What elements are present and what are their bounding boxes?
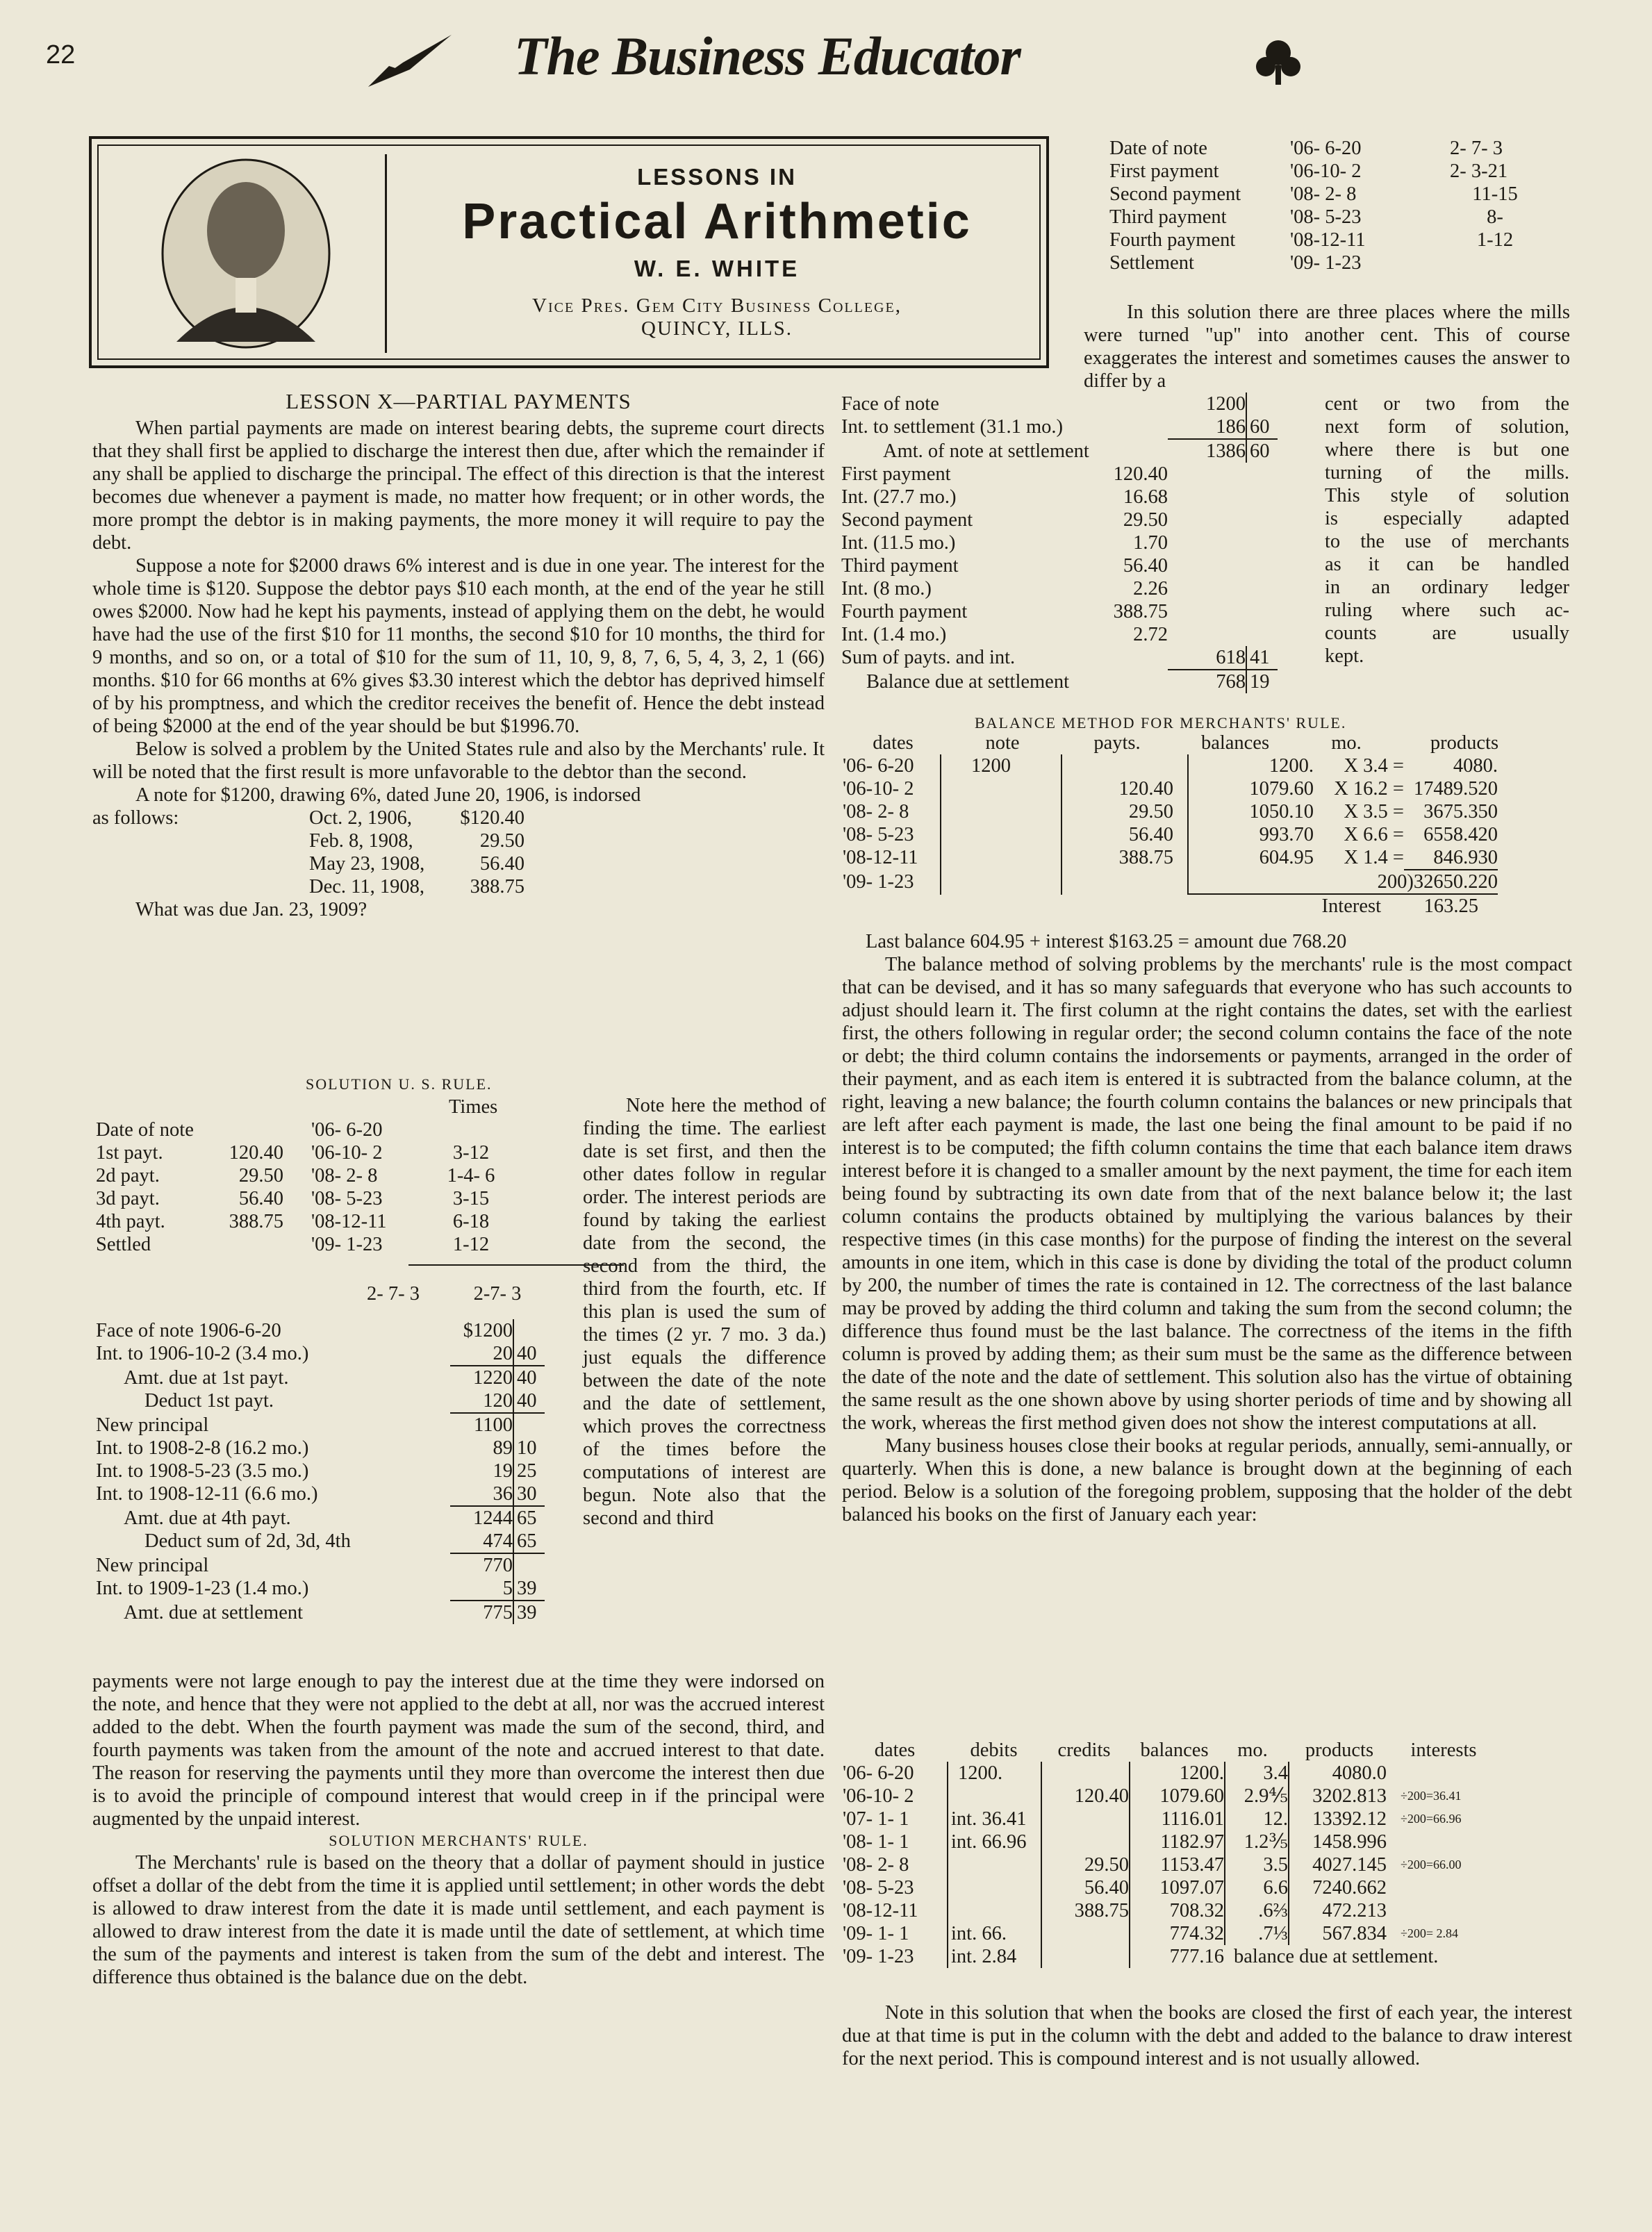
ledger-debit [948, 1785, 1042, 1808]
us-row-date: '08- 2- 8 [311, 1165, 378, 1187]
us-row-label: 3d payt. [96, 1188, 160, 1209]
ledger-debit [948, 1899, 1042, 1922]
mc-label: Sum of payts. and int. [841, 647, 1016, 668]
ledger-credit [1042, 1922, 1130, 1945]
us-comp-label: Amt. due at settlement [124, 1602, 304, 1623]
bm-payment [1062, 754, 1189, 777]
us-row-label: 2d payt. [96, 1165, 160, 1187]
us-row-date: '06-10- 2 [311, 1142, 383, 1164]
side-note-line: ruling where such ac- [1325, 600, 1569, 621]
mc-label: Fourth payment [841, 601, 968, 622]
ledger-date: '07- 1- 1 [843, 1808, 948, 1830]
ledger-debit: int. 2.84 [948, 1945, 1042, 1968]
us-row-amount [221, 1118, 283, 1141]
dates-date: '06-10- 2 [1290, 160, 1362, 182]
indorsements [92, 807, 825, 898]
portrait-frame [107, 154, 387, 353]
ledger-date: '08-12-11 [843, 1899, 948, 1922]
ledger-credit [1042, 1808, 1130, 1830]
bm-product: 846.930 [1404, 846, 1498, 870]
us-rule-computation [96, 1319, 568, 1624]
mc-cents: 60 [1250, 440, 1270, 462]
us-row-date: '08- 5-23 [311, 1188, 383, 1209]
ledger-debit: 1200. [948, 1762, 1042, 1785]
us-row-label: 4th payt. [96, 1211, 165, 1232]
ledger-interest [1387, 1899, 1505, 1922]
ledger-debit [948, 1853, 1042, 1876]
mc-amount: 2.72 [1133, 624, 1168, 645]
bm-payment: 29.50 [1062, 800, 1189, 823]
side-note-line: counts are usually [1325, 622, 1569, 644]
mc-label: Int. (8 mo.) [841, 578, 932, 600]
us-comp-dollars: 474 [450, 1530, 514, 1554]
dates-label: Second payment [1109, 183, 1241, 205]
us-row-amount: 29.50 [238, 1165, 283, 1187]
dates-label: Settlement [1109, 252, 1194, 274]
us-comp-dollars: 20 [450, 1342, 514, 1366]
business-houses-paragraph: Many business houses close their books at regular periods, annually, semi-annually, or quarterly. When this is done, a new balance is brought down at the beginning of each period. Below is a solution of the foregoing problem, supposing that the holder of the debt balanced his books on the first of January each year: [842, 1435, 1572, 1526]
us-comp-label: Deduct 1st payt. [144, 1390, 274, 1412]
us-row-amount: 56.40 [238, 1188, 283, 1209]
bm-header: products [1430, 732, 1499, 754]
merchants-side-note [1325, 392, 1569, 668]
masthead [361, 19, 1306, 96]
mc-dollars: 1386 [1168, 440, 1247, 463]
mc-amount: 16.68 [1123, 486, 1168, 508]
us-comp-dollars: 1100 [450, 1414, 514, 1437]
balance-method-heading: BALANCE METHOD FOR MERCHANTS' RULE. [975, 714, 1347, 731]
problem-question: What was due Jan. 23, 1909? [135, 899, 367, 920]
us-row-date: '08-12-11 [311, 1211, 387, 1232]
us-comp-dollars: 19 [450, 1460, 514, 1482]
dates-time: 2- 7- 3 [1450, 138, 1503, 159]
us-comp-label: New principal [96, 1414, 209, 1436]
bm-note [941, 777, 1062, 800]
ledger-debit [948, 1876, 1042, 1899]
mc-label: Int. (11.5 mo.) [841, 532, 956, 554]
us-comp-label: Deduct sum of 2d, 3d, 4th [144, 1530, 351, 1552]
banner-kicker: LESSONS IN [637, 164, 797, 190]
bm-balance: 993.70 [1259, 824, 1314, 845]
us-comp-cents [514, 1554, 545, 1577]
us-comp-label: New principal [96, 1555, 209, 1576]
author-portrait [107, 154, 385, 353]
ledger-months: 3.4 [1225, 1762, 1289, 1785]
us-comp-dollars: 1220 [450, 1366, 514, 1389]
times-header: Times [449, 1096, 498, 1118]
us-comp-label: Amt. due at 4th payt. [124, 1507, 291, 1529]
us-row-label: Date of note [96, 1119, 194, 1141]
bm-note [941, 800, 1062, 823]
us-comp-label: Face of note 1906-6-20 [96, 1320, 281, 1341]
mc-amount [1084, 415, 1168, 440]
us-row-time: 6-18 [452, 1211, 490, 1232]
intro-paragraph-2: Suppose a note for $2000 draws 6% interest and is due in one year. The interest for the whole time is $120. Suppose the debtor pays $10 each month, at the end of the year he still owes $2000. Now had he kept his payments, instead of applying them on the debt, he would have had the use of the first $10 for 11 months, the second $10 for 10 months, the third for 9 months, and so on, or a total of $10 for the sum of 11, 10, 9, 8, 7, 6, 5, 4, 3, 2, 1 (66) months. $10 for 66 months at 6% gives $3.30 interest which the debtor has deprived himself of by his promptness, and which the creditor receives the benefit of. Hence the debt instead of being $2000 at the end of the year should be but $1996.70. [92, 555, 825, 737]
bm-balance: 1200. [1269, 755, 1314, 777]
banner-position: Vice Pres. Gem City Business College, [532, 295, 902, 317]
mc-cents: 60 [1247, 415, 1278, 440]
dates-date: '08- 2- 8 [1290, 183, 1357, 205]
dates-label: Date of note [1109, 138, 1207, 159]
balance-method-table [843, 731, 1572, 918]
us-comp-dollars: 1244 [450, 1507, 514, 1530]
ledger-credit: 388.75 [1042, 1899, 1130, 1922]
us-comp-dollars: $1200 [450, 1319, 514, 1342]
side-note-line: as it can be handled [1325, 554, 1569, 575]
dates-label: Fourth payment [1109, 229, 1236, 251]
mc-cents: 41 [1247, 646, 1278, 670]
ledger-interest [1387, 1876, 1505, 1899]
us-comp-cents: 39 [514, 1577, 545, 1601]
side-note-line: where there is but one [1325, 439, 1569, 461]
ledger-header: debits [970, 1739, 1018, 1761]
ledger-months: 3.5 [1225, 1853, 1289, 1876]
us-comp-cents: 40 [514, 1342, 545, 1366]
us-comp-cents [514, 1414, 545, 1437]
last-balance-line: Last balance 604.95 + interest $163.25 = amount due 768.20 [866, 931, 1347, 952]
lesson-title: LESSON X—PARTIAL PAYMENTS [286, 389, 631, 413]
indorsement-amount: $120.40 [460, 807, 524, 829]
dates-date: '06- 6-20 [1290, 138, 1362, 159]
us-row-time: 1-4- 6 [447, 1165, 495, 1187]
ledger-date: '06-10- 2 [843, 1785, 948, 1808]
mc-amount: 388.75 [1113, 601, 1168, 622]
masthead-title: The Business Educator [514, 26, 1021, 86]
banner-author: W. E. WHITE [634, 256, 800, 281]
side-note-line: kept. [1325, 645, 1364, 667]
dates-time: 8- [1487, 206, 1503, 228]
ledger-table [843, 1739, 1572, 1968]
mc-amount: 120.40 [1113, 463, 1168, 485]
ledger-header: mo. [1237, 1739, 1268, 1761]
indorsement-amount: 29.50 [479, 830, 524, 852]
bm-balance: 604.95 [1259, 847, 1314, 868]
bm-payment [1062, 870, 1189, 895]
ledger-balance: 774.32 [1130, 1922, 1225, 1945]
ledger-header: dates [874, 1739, 916, 1761]
bm-date: '08-12-11 [843, 846, 941, 870]
mc-label: Balance due at settlement [866, 671, 1069, 693]
ledger-balance: 1079.60 [1130, 1785, 1225, 1808]
bm-interest-label: Interest [1321, 895, 1381, 917]
side-note-line: is especially adapted [1325, 508, 1569, 529]
bm-header: balances [1200, 732, 1270, 754]
mc-label: Int. (1.4 mo.) [841, 624, 947, 645]
dates-label: Third payment [1109, 206, 1227, 228]
bm-date: '08- 5-23 [843, 823, 941, 846]
us-comp-cents: 10 [517, 1437, 537, 1459]
us-row-time: 1-12 [452, 1234, 490, 1255]
dates-time: 11-15 [1472, 183, 1518, 205]
ledger-product: 567.834 [1322, 1923, 1387, 1944]
us-comp-label: Int. to 1909-1-23 (1.4 mo.) [96, 1578, 309, 1599]
ledger-balance: 1200. [1130, 1762, 1225, 1785]
ledger-balance-note: balance due at settlement. [1234, 1946, 1439, 1967]
ledger-product: 4080.0 [1332, 1762, 1387, 1784]
ledger-credit: 56.40 [1042, 1876, 1130, 1899]
mc-label: Amt. of note at settlement [883, 440, 1089, 462]
mc-dollars: 1200 [1168, 392, 1247, 415]
bm-months: X 3.5 = [1344, 801, 1404, 822]
bm-header: payts. [1093, 732, 1141, 754]
bm-product: 17489.520 [1413, 778, 1498, 800]
indorsement-date: Dec. 11, 1908, [309, 876, 424, 898]
us-comp-cents [514, 1319, 545, 1342]
ledger-credit: 29.50 [1042, 1853, 1130, 1876]
bm-note [941, 870, 1062, 895]
dates-date: '08-12-11 [1290, 229, 1366, 251]
lesson-banner [89, 136, 1049, 368]
us-comp-cents: 40 [514, 1389, 545, 1414]
indorsement-amount: 388.75 [470, 876, 524, 898]
bm-interest-value: 163.25 [1423, 895, 1478, 917]
bm-months: X 6.6 = [1344, 824, 1404, 845]
ledger-header: products [1305, 1739, 1374, 1761]
bm-months: X 1.4 = [1344, 847, 1404, 868]
ledger-balance: 777.16 [1169, 1946, 1224, 1967]
dates-time: 2- 3-21 [1450, 160, 1508, 182]
merchants-rule-paragraph: The Merchants' rule is based on the theory that a dollar of payment should in justice offset a dollar of the debt from the time it is applied until settlement; in other words the debt is allowed to draw interest from the date it is made until settlement, and each payment is allowed to draw interest from the date it is made until the date of settlement, at which time the sum of the payments and interest is taken from the sum of the debt and interest. The difference thus obtained is the balance due on the debt. [92, 1852, 825, 1988]
side-note-line: in an ordinary ledger [1325, 577, 1569, 598]
us-comp-cents: 65 [514, 1530, 545, 1554]
page-number: 22 [46, 40, 76, 69]
ledger-product: 3202.813 [1312, 1785, 1387, 1807]
as-follows-label: as follows: [92, 807, 179, 829]
bm-product: 3675.350 [1423, 801, 1498, 822]
ledger-months: .6⅔ [1225, 1899, 1289, 1922]
us-row-time: 3-12 [452, 1142, 490, 1164]
bm-months: X 3.4 = [1344, 755, 1404, 777]
us-row-date: '06- 6-20 [311, 1119, 383, 1141]
ledger-interest: ÷200=36.41 [1401, 1789, 1462, 1803]
ledger-months: 12. [1225, 1808, 1289, 1830]
us-comp-label: Int. to 1906-10-2 (3.4 mo.) [96, 1343, 309, 1364]
ledger-credit [1042, 1762, 1130, 1785]
mc-label: Int. (27.7 mo.) [841, 486, 957, 508]
ledger-months: 6.6 [1225, 1876, 1289, 1899]
dates-label: First payment [1109, 160, 1219, 182]
mc-label: Int. to settlement (31.1 mo.) [841, 416, 1063, 438]
mc-amount [1084, 392, 1168, 415]
us-rule-times-table [96, 1096, 582, 1305]
us-row-label: 1st payt. [96, 1142, 163, 1164]
banner-title: Practical Arithmetic [462, 194, 972, 249]
ledger-header: interests [1410, 1739, 1477, 1761]
intro-paragraph-1: When partial payments are made on interest bearing debts, the supreme court directs that they shall first be applied to discharge the interest then due, after which the remainder if any shall be applied to discharge the principal. The effect of this direction is that the interest becomes due whenever a payment is made, no matter how frequent; or in other words, the more prompt the debtor is in making payments, the more money it will require to pay the debt. [92, 418, 825, 554]
mc-amount: 2.26 [1133, 578, 1168, 600]
balance-method-paragraph: The balance method of solving problems by the merchants' rule is the most compact that can be devised, and it has so many safeguards that everyone who has such accounts to adjust should learn it. The first column at the right contains the dates, set with the earliest first, the others following in regular order; the second column contains the face of the note or debt; the third column contains the indorsements or payments, arranged in the order of their payment, and as each item is entered it is subtracted from the balance column, at the right, leaving a new balance; the fourth column contains the balances or new principals that are left after each payment is made, the last one being the final amount to be paid if no interest is to be computed; the fifth column contains the time that each balance item draws interest before it is changed to a smaller amount by the next payment, the time for each item being found by subtracting its own date from that of the next balance below it; the last column contains the products obtained by multiplying the various balances by their respective times (in this case months) for the purpose of finding the interest on the several amounts in one item, which in this case is done by dividing the total of the product column by 200, the number of times the rate is contained in 12. The correctness of the last balance may be proved by adding the third column and taking the sum from the second column; the difference thus found must be the last balance. The correctness of the items in the fifth column is proved by adding them; as their sum must be the same as the difference between the date of the note and the date of settlement. This solution also has the virtue of obtaining the same result as the one shown above by using shorter periods of time and by showing all the work, whereas the first method given does not show the interest computations at all. [842, 954, 1572, 1434]
ledger-credit [1042, 1945, 1130, 1968]
banner-location: QUINCY, ILLS. [641, 317, 793, 340]
us-comp-dollars: 5 [450, 1577, 514, 1601]
us-total-time: 2-7- 3 [473, 1283, 522, 1305]
mc-amount: 56.40 [1123, 555, 1168, 577]
bm-header: mo. [1331, 732, 1362, 754]
bm-payment: 56.40 [1062, 823, 1189, 846]
mc-cents: 19 [1250, 671, 1270, 693]
bm-balance: 1050.10 [1249, 801, 1314, 822]
mc-label: Third payment [841, 555, 959, 577]
ledger-product: 13392.12 [1312, 1808, 1387, 1830]
us-comp-dollars: 770 [450, 1554, 514, 1577]
bm-header: note [985, 732, 1020, 754]
indorsement-date: Feb. 8, 1908, [309, 830, 413, 852]
us-comp-dollars: 36 [450, 1482, 514, 1507]
mc-label: First payment [841, 463, 951, 485]
us-comp-dollars: 89 [450, 1437, 514, 1460]
dates-table [1109, 137, 1554, 274]
ledger-interest: ÷200= 2.84 [1401, 1926, 1459, 1940]
ledger-header: balances [1140, 1739, 1209, 1761]
ledger-interest: ÷200=66.00 [1401, 1858, 1462, 1871]
dates-date: '09- 1-23 [1290, 252, 1362, 274]
side-note-line: cent or two from the [1325, 393, 1569, 415]
bm-date: '09- 1-23 [843, 870, 941, 895]
mills-paragraph: In this solution there are three places where the mills were turned "up" into another cent. This of course exaggerates the interest and sometimes causes the answer to differ by a [1084, 301, 1570, 392]
side-note-line: This style of solution [1325, 485, 1569, 506]
ledger-debit: int. 36.41 [948, 1808, 1042, 1830]
mc-cents [1247, 392, 1278, 415]
side-note-line: turning of the mills. [1325, 462, 1569, 483]
us-rule-side-note: Note here the method of finding the time. The earliest date is set first, and then the other dates follow in regular order. The interest periods are found by taking the earliest date from the second, the second from the third, the third from the fourth, etc. If this plan is used the sum of the times (2 yr. 7 mo. 3 da.) just equals the difference between the date of the note and the date of settlement, which proves the correctness of the times before the computations of interest are begun. Note also that the second and third [583, 1095, 826, 1529]
ledger-months: .7⅓ [1225, 1922, 1289, 1945]
bm-note [941, 846, 1062, 870]
ledger-date: '06- 6-20 [843, 1762, 948, 1785]
side-note-line: to the use of merchants [1325, 531, 1569, 552]
bm-date: '06-10- 2 [843, 777, 941, 800]
ledger-interest [1387, 1762, 1505, 1785]
us-total-date: 2- 7- 3 [367, 1283, 420, 1305]
bm-note [941, 823, 1062, 846]
dates-date: '08- 5-23 [1290, 206, 1362, 228]
ledger-date: '08- 1- 1 [843, 1830, 948, 1853]
us-rule-heading: SOLUTION U. S. RULE. [306, 1075, 493, 1093]
us-row-time [429, 1118, 513, 1141]
indorsement-date: Oct. 2, 1906, [309, 807, 413, 829]
ledger-balance: 1182.97 [1130, 1830, 1225, 1853]
us-rule-explanation: payments were not large enough to pay the interest due at the time they were indorsed on the note, and hence that they were not applied to the debt at all, nor was the accrued interest added to the debt. When the fourth payment was made the sum of the second, third, and fourth payments was taken from the amount of the note and accrued interest to that date. The reason for reserving the payments until they more than overcome the interest then due is to avoid the principle of compound interest that would creep in if the principal were augmented by the unpaid interest. [92, 1671, 825, 1830]
us-row-label: Settled [96, 1234, 151, 1255]
indorsement-date: May 23, 1908, [309, 853, 425, 875]
ornament-icon [1250, 32, 1306, 88]
mc-dollars: 618 [1168, 646, 1247, 670]
bm-division: 200)32650.220 [1189, 870, 1498, 895]
us-comp-label: Int. to 1908-5-23 (3.5 mo.) [96, 1460, 309, 1482]
ledger-date: '09- 1- 1 [843, 1922, 948, 1945]
ledger-date: '09- 1-23 [843, 1945, 948, 1968]
us-comp-cents: 25 [517, 1460, 537, 1482]
mc-dollars: 186 [1168, 415, 1247, 440]
ledger-interest: ÷200=66.96 [1401, 1812, 1462, 1826]
ledger-months: 1.2⅗ [1225, 1830, 1289, 1853]
problem-intro: A note for $1200, drawing 6%, dated June 20, 1906, is indorsed [135, 784, 641, 806]
us-comp-cents: 39 [517, 1602, 537, 1623]
dates-time: 1-12 [1476, 229, 1514, 251]
bm-payment: 388.75 [1062, 846, 1189, 870]
mc-label: Face of note [841, 393, 939, 415]
us-comp-dollars: 120 [450, 1389, 514, 1414]
us-comp-dollars: 775 [450, 1601, 514, 1624]
bm-header: dates [873, 732, 914, 754]
ledger-credit: 120.40 [1042, 1785, 1130, 1808]
mc-label: Second payment [841, 509, 973, 531]
us-comp-cents: 30 [514, 1482, 545, 1507]
bm-product: 4080. [1453, 755, 1498, 777]
ledger-date: '08- 5-23 [843, 1876, 948, 1899]
ledger-date: '08- 2- 8 [843, 1853, 948, 1876]
intro-paragraph-3: Below is solved a problem by the United States rule and also by the Merchants' rule. It will be noted that the first result is more unfavorable to the debtor than the second. [92, 738, 825, 783]
ledger-balance: 1116.01 [1130, 1808, 1225, 1830]
mc-dollars: 768 [1168, 670, 1247, 693]
merchants-computation [841, 392, 1293, 693]
us-row-amount: 388.75 [229, 1211, 283, 1232]
us-comp-label: Int. to 1908-2-8 (16.2 mo.) [96, 1437, 309, 1459]
us-comp-cents: 65 [517, 1507, 537, 1529]
bm-date: '08- 2- 8 [843, 800, 941, 823]
ledger-balance: 708.32 [1130, 1899, 1225, 1922]
ledger-debit: int. 66. [948, 1922, 1042, 1945]
us-row-date: '09- 1-23 [311, 1234, 383, 1255]
bm-note: 1200 [941, 754, 1062, 777]
ledger-debit: int. 66.96 [948, 1830, 1042, 1853]
us-comp-label: Amt. due at 1st payt. [124, 1367, 289, 1389]
final-note-paragraph: Note in this solution that when the books are closed the first of each year, the interest due at that time is put in the column with the debt and added to the balance to draw interest for the next period. This is compound interest and is not usually allowed. [842, 2002, 1572, 2069]
bm-balance: 1079.60 [1249, 778, 1314, 800]
ledger-product: 4027.145 [1312, 1854, 1387, 1876]
ledger-product: 7240.662 [1312, 1877, 1387, 1899]
us-row-amount [221, 1233, 283, 1256]
side-note-line: next form of solution, [1325, 416, 1569, 438]
quill-pen-icon [361, 28, 459, 90]
us-comp-cents: 40 [517, 1367, 537, 1389]
bm-payment: 120.40 [1062, 777, 1189, 800]
ledger-interest [1387, 1830, 1505, 1853]
ledger-months: 2.9⅘ [1225, 1785, 1289, 1808]
us-row-time: 3-15 [452, 1188, 490, 1209]
merchants-rule-heading: SOLUTION MERCHANTS' RULE. [329, 1832, 588, 1849]
ledger-header: credits [1057, 1739, 1111, 1761]
ledger-credit [1042, 1830, 1130, 1853]
bm-months: X 16.2 = [1334, 778, 1404, 800]
indorsement-amount: 56.40 [479, 853, 524, 875]
dates-time [1450, 251, 1540, 274]
ledger-balance: 1097.07 [1130, 1876, 1225, 1899]
us-comp-label: Int. to 1908-12-11 (6.6 mo.) [96, 1483, 318, 1505]
ledger-product: 472.213 [1322, 1900, 1387, 1921]
mc-amount: 1.70 [1133, 532, 1168, 554]
us-row-amount: 120.40 [229, 1142, 283, 1164]
mc-amount: 29.50 [1123, 509, 1168, 531]
bm-product: 6558.420 [1423, 824, 1498, 845]
ledger-product: 1458.996 [1312, 1831, 1387, 1853]
bm-date: '06- 6-20 [843, 754, 941, 777]
ledger-balance: 1153.47 [1130, 1853, 1225, 1876]
